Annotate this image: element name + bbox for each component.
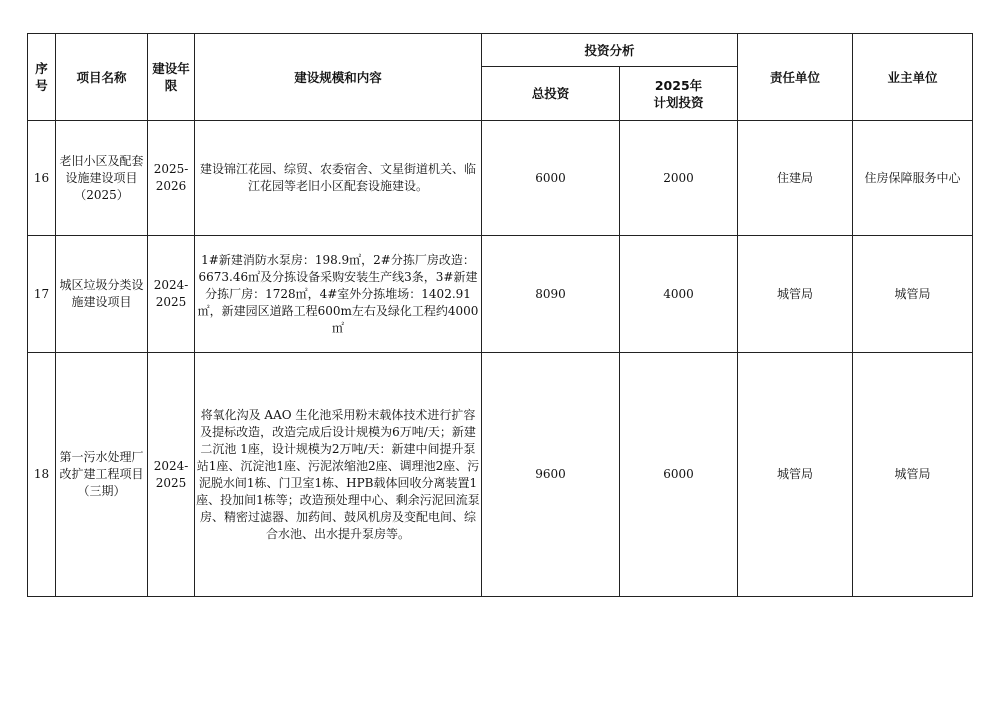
- cell-plan: 4000: [620, 236, 738, 353]
- header-plan: 2025年 计划投资: [620, 67, 738, 121]
- table-row: [28, 353, 973, 597]
- header-investment: 投资分析: [482, 34, 738, 67]
- cell-scope: 将氧化沟及 AAO 生化池采用粉末载体技术进行扩容及提标改造，改造完成后设计规模为6万吨/天；新建二沉池 1座，设计规模为2万吨/天：新建中间提升泵站1座、沉淀池1座、污泥浓缩池2座、调理池2座、污泥脱水间1栋、门卫室1栋、HPB载体回收分离装置1座、投加间1栋等；改造预处理中心、剩余污泥回流泵房、精密过滤器、加药间、鼓风机房及变配电间、综合水池、出水提升泵房等。: [195, 353, 482, 597]
- cell-owner: 城管局: [853, 353, 973, 597]
- cell-seq: 16: [28, 121, 56, 236]
- table-row: [28, 236, 973, 353]
- header-seq: 序 号: [28, 34, 56, 121]
- cell-seq: 17: [28, 236, 56, 353]
- cell-total: 9600: [482, 353, 620, 597]
- cell-total: 8090: [482, 236, 620, 353]
- header-responsible: 责任单位: [738, 34, 853, 121]
- cell-responsible: 城管局: [738, 236, 853, 353]
- cell-responsible: 住建局: [738, 121, 853, 236]
- cell-owner: 住房保障服务中心: [853, 121, 973, 236]
- cell-responsible: 城管局: [738, 353, 853, 597]
- header-row-1: [28, 34, 973, 67]
- cell-total: 6000: [482, 121, 620, 236]
- cell-scope: 建设锦江花园、综贸、农委宿舍、文星街道机关、临江花园等老旧小区配套设施建设。: [195, 121, 482, 236]
- cell-years: 2024-2025: [148, 353, 195, 597]
- project-table: [27, 33, 973, 597]
- cell-seq: 18: [28, 353, 56, 597]
- cell-scope: 1#新建消防水泵房：198.9㎡，2#分拣厂房改造：6673.46㎡及分拣设备采购安装生产线3条，3#新建分拣厂房：1728㎡，4#室外分拣堆场：1402.91㎡，新建园区道路工程600m左右及绿化工程约4000㎡: [195, 236, 482, 353]
- cell-owner: 城管局: [853, 236, 973, 353]
- header-total: 总投资: [482, 67, 620, 121]
- cell-years: 2024-2025: [148, 236, 195, 353]
- cell-years: 2025-2026: [148, 121, 195, 236]
- header-name: 项目名称: [56, 34, 148, 121]
- header-scope: 建设规模和内容: [195, 34, 482, 121]
- cell-name: 第一污水处理厂改扩建工程项目（三期）: [56, 353, 148, 597]
- cell-name: 老旧小区及配套设施建设项目（2025）: [56, 121, 148, 236]
- cell-name: 城区垃圾分类设施建设项目: [56, 236, 148, 353]
- header-years: 建设年 限: [148, 34, 195, 121]
- cell-plan: 6000: [620, 353, 738, 597]
- table-row: [28, 121, 973, 236]
- header-owner: 业主单位: [853, 34, 973, 121]
- cell-plan: 2000: [620, 121, 738, 236]
